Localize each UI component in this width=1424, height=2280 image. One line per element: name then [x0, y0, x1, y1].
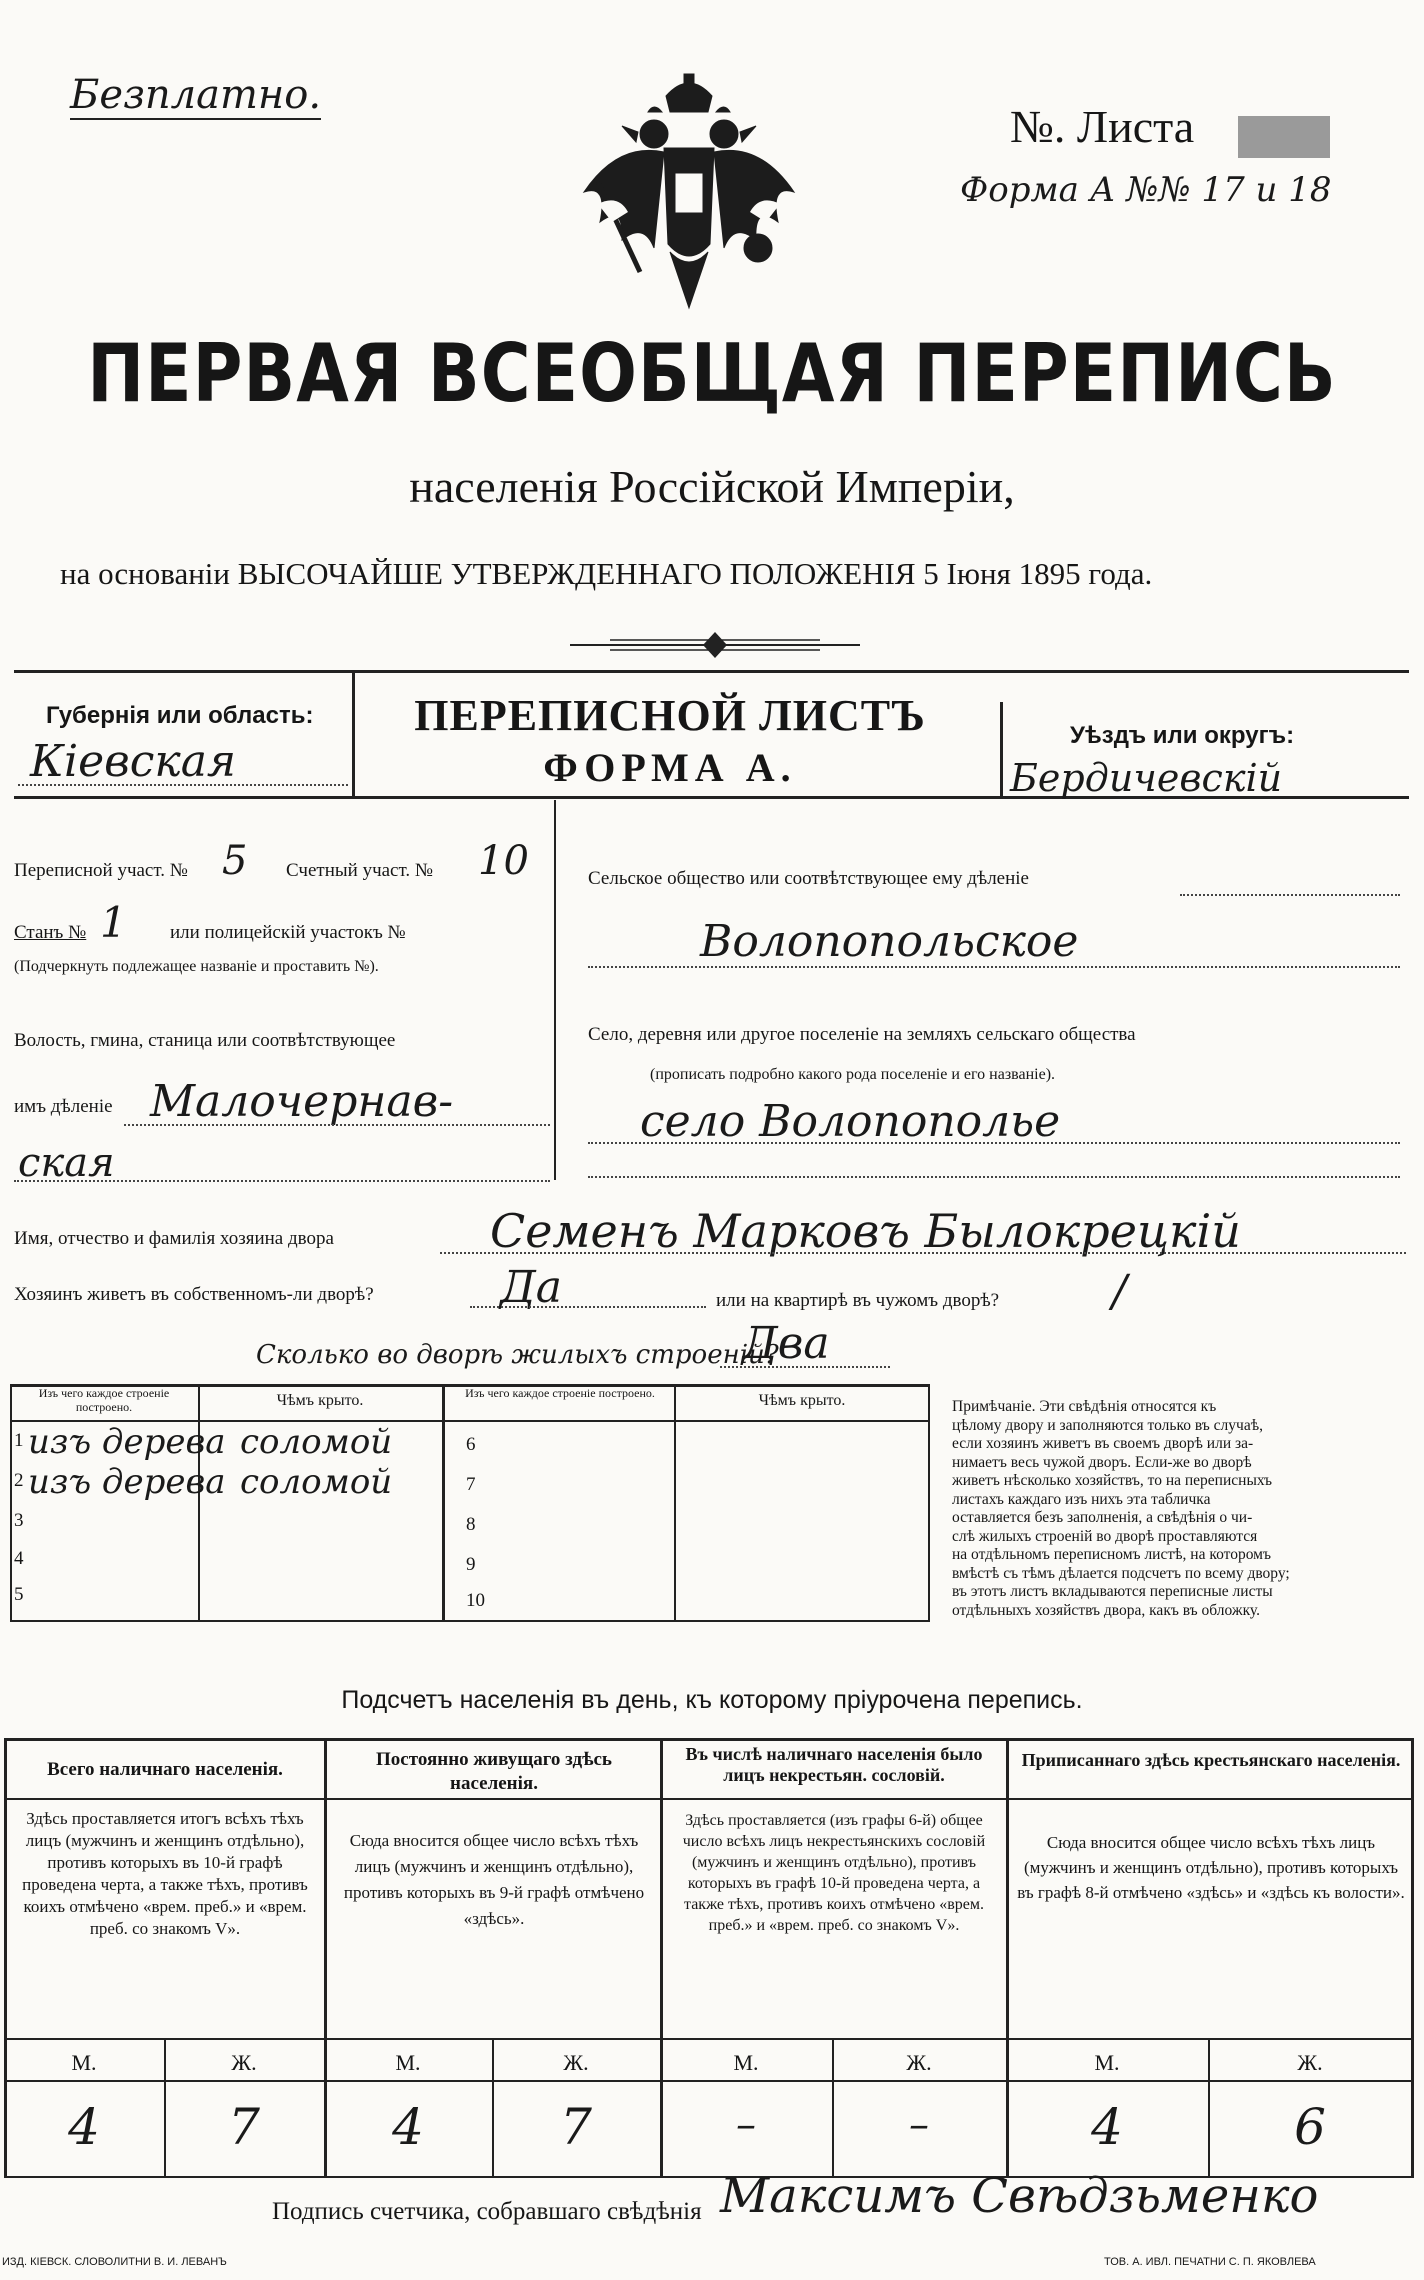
volost-value-line1[interactable]: Малочернав- [150, 1076, 454, 1127]
gubernia-dotline [18, 784, 348, 786]
m-label: М. [71, 2050, 97, 2075]
village-dotline-2 [588, 1176, 1400, 1178]
note-line: оставляется безъ заполненія, а свѣдѣнія о чи- [952, 1509, 1253, 1526]
note-line: въ этотъ листъ вкладываются переписные листы [952, 1583, 1273, 1600]
note-line: вмѣстѣ съ тѣмъ дѣлается подсчетъ по всему двору; [952, 1564, 1290, 1582]
village-value[interactable]: село Волопополье [640, 1096, 1061, 1147]
col-roof-header-right: Чѣмъ крыто. [758, 1392, 846, 1409]
note-line: листахъ каждаго изъ нихъ эта табличка [952, 1490, 1211, 1508]
census-district-value[interactable]: 5 [222, 838, 248, 884]
own-yard-value[interactable]: Да [500, 1262, 563, 1313]
building-row-number: 9 [466, 1554, 476, 1575]
volost-dotline-2 [14, 1180, 550, 1182]
buildings-count-value[interactable]: Два [742, 1318, 830, 1369]
f-label: Ж. [1297, 2050, 1323, 2075]
form-subtitle: ФОРМА А. [543, 745, 797, 790]
volost-label-line2: имъ дѣленіе [14, 1096, 113, 1117]
police-district-label: или полицейскій участокъ № [170, 922, 406, 943]
pop-peasant-male[interactable]: 4 [1091, 2098, 1123, 2156]
owner-name-value[interactable]: Семенъ Марковъ Былокрецкій [490, 1204, 1241, 1258]
pop-col3-title: Въ числѣ наличнаго населенія было лицъ некрестьян. сословій. [685, 1744, 983, 1785]
gubernia-label: Губернія или область: [46, 702, 314, 729]
stan-label: Станъ № [14, 922, 87, 943]
counting-district-value[interactable]: 10 [478, 838, 529, 884]
building-row-number: 8 [466, 1514, 476, 1535]
f-label: Ж. [906, 2050, 932, 2075]
village-label: Село, деревня или другое поселеніе на земляхъ сельскаго общества [588, 1024, 1136, 1045]
signature-label: Подпись счетчика, собравшаго свѣдѣнія [272, 2198, 702, 2225]
ornament-divider [570, 630, 860, 660]
note-line: Примѣчаніе. Эти свѣдѣнія относятся къ [952, 1398, 1217, 1415]
note-line: если хозяинъ живетъ въ своемъ дворѣ или за- [952, 1435, 1254, 1452]
pop-col2-description: Сюда вносится общее число всѣхъ тѣхъ лицъ (мужчинъ и женщинъ отдѣльно), противъ которыхъ въ 9-й графѣ отмѣчено «здѣсь». [343, 1831, 645, 1928]
pop-nonpeasant-male[interactable]: – [736, 2102, 756, 2148]
pop-permanent-male[interactable]: 4 [392, 2098, 424, 2156]
volost-dotline-1 [124, 1124, 550, 1126]
uezd-value[interactable]: Бердичевскій [1010, 756, 1283, 800]
volost-label-line1: Волость, гмина, станица или соотвѣтствующее [14, 1030, 396, 1051]
building-row-number: 4 [14, 1548, 24, 1569]
sheet-number-label: №. Листа [1010, 101, 1195, 152]
top-box-divider-right [1000, 702, 1003, 796]
pop-col3-description: Здѣсь проставляется (изъ графы 6-й) общее число всѣхъ лицъ некрестьянскихъ сословій (мужчинъ и женщинъ отдѣльно), противъ которыхъ въ графѣ 10-й проведена черта, а также тѣхъ, противъ коихъ отмѣчено «врем. преб.» и «врем. преб. со знакомъ V». [682, 1812, 986, 1934]
pop-total-female[interactable]: 7 [228, 2098, 260, 2156]
pop-nonpeasant-female[interactable]: – [909, 2102, 929, 2148]
col-material-header-left: Изъ чего каждое строеніе построено. [38, 1386, 170, 1414]
note-line: живетъ нѣсколько хозяйствъ, то на переписныхъ [952, 1472, 1273, 1489]
top-box-divider-left [352, 670, 355, 796]
buildings-count-dotline [720, 1366, 890, 1368]
census-subtitle: населенія Россійской Имперіи, [409, 461, 1015, 512]
redaction-block [1238, 116, 1330, 158]
pop-total-male[interactable]: 4 [68, 2098, 100, 2156]
m-label: М. [733, 2050, 759, 2075]
village-hint: (прописать подробно какого рода поселеніе и его названіе). [650, 1066, 1056, 1083]
pop-permanent-female[interactable]: 7 [560, 2098, 592, 2156]
f-label: Ж. [563, 2050, 589, 2075]
building-row-number: 6 [466, 1434, 476, 1455]
pop-peasant-female[interactable]: 6 [1294, 2098, 1326, 2156]
gubernia-value[interactable]: Кіевская [30, 736, 237, 787]
printer-imprint-left: ИЗД. КІЕВСК. СЛОВОЛИТНИ В. И. ЛЕВАНЪ [2, 2256, 227, 2268]
note-line: на отдѣльномъ переписномъ листѣ, на которомъ [952, 1546, 1271, 1563]
stan-value[interactable]: 1 [100, 898, 127, 947]
uezd-label: Уѣздъ или округъ: [1070, 722, 1295, 749]
population-table [4, 1738, 1414, 2178]
form-reference: Форма А №№ 17 и 18 [960, 170, 1332, 210]
m-label: М. [395, 2050, 421, 2075]
form-title: ПЕРЕПИСНОЙ ЛИСТЪ [414, 691, 926, 740]
signature-value[interactable]: Максимъ Свѣдзьменко [720, 2168, 1319, 2224]
note-line: нимаетъ весь чужой дворъ. Если-же во дворѣ [952, 1453, 1252, 1471]
owner-name-label: Имя, отчество и фамилія хозяина двора [14, 1228, 334, 1249]
buildings-table [10, 1384, 930, 1622]
pop-col1-description: Здѣсь проставляется итогъ всѣхъ тѣхъ лицъ (мужчинъ и женщинъ отдѣльно), противъ которыхъ въ 10-й графѣ проведена черта, а также тѣхъ, противъ коихъ отмѣчено «врем. преб.» и «врем. преб. со знакомъ V». [22, 1809, 308, 1938]
village-dotline-1 [588, 1142, 1400, 1144]
col-material-header-right: Изъ чего каждое строеніе построено. [465, 1386, 655, 1400]
buildings-count-label: Сколько во дворѣ жилыхъ строеній? [256, 1340, 779, 1370]
society-dotline-2 [588, 966, 1400, 968]
census-title: ПЕРВАЯ ВСЕОБЩАЯ ПЕРЕПИСЬ [87, 328, 1337, 422]
building-row-number: 3 [14, 1510, 24, 1531]
own-yard-dotline [470, 1306, 706, 1308]
pop-col4-title: Приписаннаго здѣсь крестьянскаго населенія. [1021, 1750, 1401, 1770]
volost-value-line2[interactable]: ская [18, 1140, 115, 1186]
building-row-number: 10 [466, 1590, 485, 1611]
f-label: Ж. [231, 2050, 257, 2075]
pop-col1-title: Всего наличнаго населенія. [47, 1759, 283, 1780]
note-line: отдѣльныхъ хозяйствъ двора, какъ въ обложку. [952, 1601, 1261, 1619]
counting-district-label: Счетный участ. № [286, 860, 433, 881]
population-heading: Подсчетъ населенія въ день, къ которому пріурочена перепись. [341, 1686, 1083, 1714]
society-value[interactable]: Волопопольское [700, 916, 1079, 967]
printer-imprint-right: ТОВ. А. ИВЛ. ПЕЧАТНИ С. П. ЯКОВЛЕВА [1104, 2256, 1316, 2268]
note-line: цѣлому двору и заполняются только въ случаѣ, [952, 1416, 1263, 1434]
m-label: М. [1094, 2050, 1120, 2075]
legal-basis: на основаніи ВЫСОЧАЙШЕ УТВЕРЖДЕННАГО ПОЛОЖЕНІЯ 5 Іюня 1895 года. [60, 556, 1153, 591]
middle-vertical-divider [554, 800, 556, 1180]
own-yard-label: Хозяинъ живетъ въ собственномъ-ли дворѣ? [14, 1284, 374, 1305]
free-label: Безплатно. [70, 72, 322, 118]
note-block [952, 1398, 1412, 1620]
rented-label: или на квартирѣ въ чужомъ дворѣ? [716, 1290, 1000, 1311]
building-row: 1 изъ дерева соломой [14, 1422, 393, 1462]
building-row-number: 7 [466, 1474, 476, 1495]
top-box-border-top [14, 670, 1409, 673]
owner-name-dotline [440, 1252, 1406, 1254]
pop-col2-title: Постоянно живущаго здѣсь населенія. [376, 1749, 612, 1794]
pop-col4-description: Сюда вносится общее число всѣхъ тѣхъ лицъ (мужчинъ и женщинъ отдѣльно), противъ которыхъ въ графѣ 8-й отмѣчено «здѣсь» и «здѣсь къ волости». [1017, 1833, 1405, 1902]
society-label: Сельское общество или соотвѣтствующее ему дѣленіе [588, 868, 1029, 889]
building-row-number: 5 [14, 1584, 24, 1605]
imperial-eagle-emblem [578, 72, 800, 312]
note-line: слѣ жилыхъ строеній во дворѣ проставляются [952, 1527, 1258, 1545]
underline-hint: (Подчеркнуть подлежащее названіе и проставить №). [14, 958, 379, 975]
building-row: 2 изъ дерева соломой [14, 1462, 393, 1502]
society-dotline-1 [1180, 894, 1400, 896]
census-district-label: Переписной участ. № [14, 860, 188, 881]
rented-value-mark[interactable]: / [1112, 1266, 1127, 1317]
col-roof-header-left: Чѣмъ крыто. [276, 1392, 364, 1409]
